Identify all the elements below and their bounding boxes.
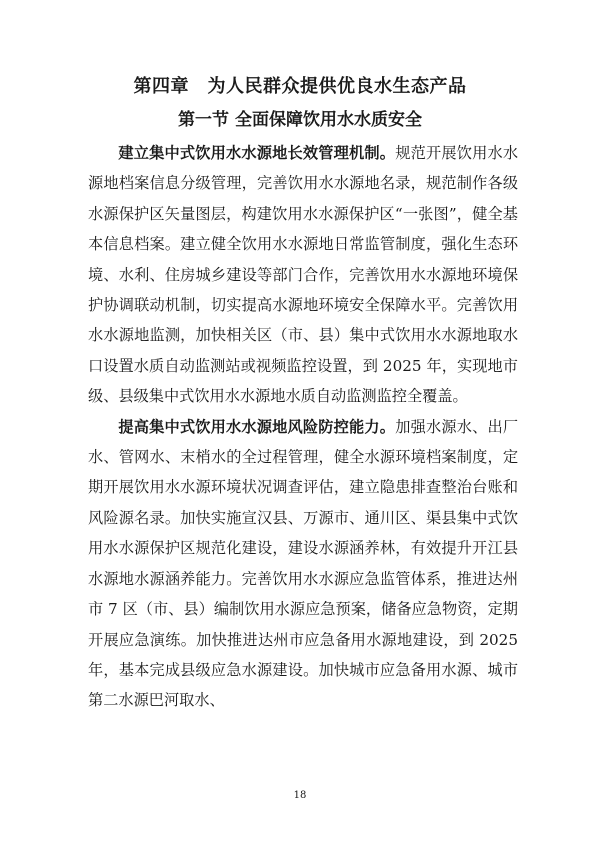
paragraph-body: 规范开展饮用水水源地档案信息分级管理，完善饮用水水源地名录，规范制作各级水源保护区矢量图层，构建饮用水水源保护区“一张图”，健全基本信息档案。建立健全饮用水水源地日常监管制度，强化生态环境、水利、住房城乡建设等部门合作，完善饮用水水源地环境保护协调联动机制，切实提高水源地环境安全保障水平。完善饮用水水源地监测，加快相关区（市、县）集中式饮用水水源地取水口设置水质自动监测站或视频监控设置，到 2025 年，实现地市级、县级集中式饮用水水源地水质自动监测监控全覆盖。	[88, 144, 519, 406]
page-number: 18	[293, 790, 307, 801]
paragraph-water-source-management	[88, 138, 518, 412]
paragraph-lead: 建立集中式饮用水水源地长效管理机制。	[118, 144, 396, 162]
chapter-title: 第四章 为人民群众提供优良水生态产品	[133, 76, 467, 97]
section-title: 第一节 全面保障饮用水水质安全	[178, 110, 422, 130]
paragraph-risk-prevention	[88, 412, 518, 716]
paragraph-body: 加强水源水、出厂水、管网水、末梢水的全过程管理，健全水源环境档案制度，定期开展饮用水水源环境状况调查评估，建立隐患排查整治台账和风险源名录。加快实施宣汉县、万源市、通川区、渠县集中式饮用水水源保护区规范化建设，建设水源涵养林，有效提升开江县水源地水源涵养能力。完善饮用水水源应急监管体系，推进达州市 7 区（市、县）编制饮用水源应急预案，储备应急物资，定期开展应急演练。加快推进达州市应急备用水源地建设，到 2025 年，基本完成县级应急水源建设。加快城市应急备用水源、城市第二水源巴河取水、	[88, 417, 519, 710]
paragraph-lead: 提高集中式饮用水水源地风险防控能力。	[118, 417, 396, 436]
body-text	[88, 138, 518, 716]
